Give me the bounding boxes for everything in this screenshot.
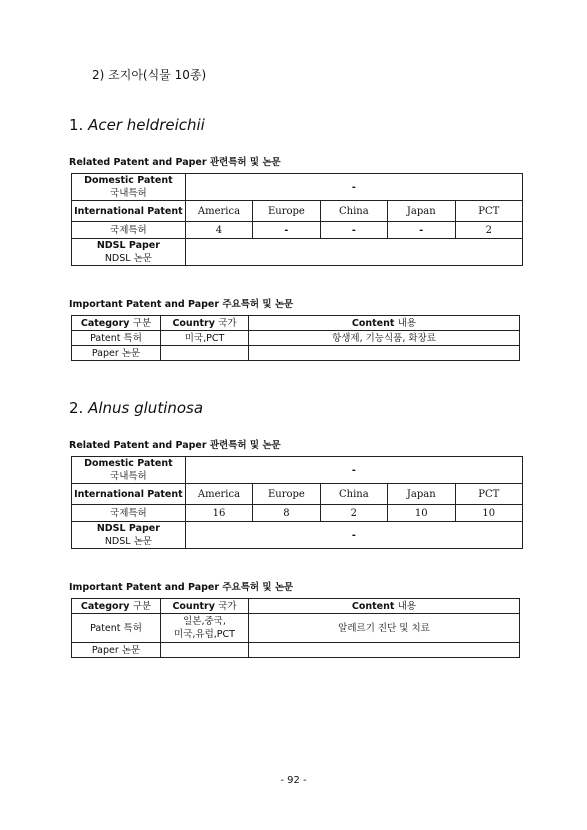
country-japan: Japan — [388, 484, 455, 505]
header-content: Content 내용 — [249, 316, 520, 331]
row-country — [161, 346, 249, 361]
international-label-kr: 국제특허 — [72, 222, 186, 239]
row-country-line-2: 미국,유럽,PCT — [174, 629, 235, 640]
row-category: Paper 논문 — [72, 643, 161, 658]
row-category: Patent 특허 — [72, 614, 161, 643]
species-number: 1. — [69, 116, 84, 134]
important-caption-2: Important Patent and Paper 주요특허 및 논문 — [69, 582, 294, 593]
row-country — [161, 643, 249, 658]
count-america: 16 — [185, 505, 252, 522]
domestic-label — [72, 174, 186, 201]
row-category: Paper 논문 — [72, 346, 161, 361]
country-pct: PCT — [455, 484, 523, 505]
header-category: Category 구분 — [72, 599, 161, 614]
count-america: 4 — [185, 222, 252, 239]
country-europe: Europe — [253, 201, 320, 222]
header-content: Content 내용 — [249, 599, 520, 614]
important-caption-1: Important Patent and Paper 주요특허 및 논문 — [69, 299, 294, 310]
domestic-label-kr: 국내특허 — [110, 471, 147, 482]
country-america: America — [185, 201, 252, 222]
ndsl-label — [72, 239, 186, 266]
subsection-title: 2) 조지아(식물 10종) — [92, 68, 207, 82]
domestic-value: - — [185, 457, 522, 484]
row-content — [249, 346, 520, 361]
domestic-label-en: Domestic Patent — [84, 458, 173, 469]
international-label-kr: 국제특허 — [72, 505, 186, 522]
row-content: 항생제, 기능식품, 화장료 — [249, 331, 520, 346]
row-country — [161, 614, 249, 643]
ndsl-label-en: NDSL Paper — [96, 240, 160, 251]
count-china: - — [320, 222, 387, 239]
ndsl-label-kr: NDSL 논문 — [104, 253, 152, 264]
related-table-1 — [71, 173, 523, 266]
related-caption-2: Related Patent and Paper 관련특허 및 논문 — [69, 440, 281, 451]
country-america: America — [185, 484, 252, 505]
header-country: Country 국가 — [161, 599, 249, 614]
domestic-label-en: Domestic Patent — [84, 175, 173, 186]
ndsl-label — [72, 522, 186, 549]
row-country-line-1: 일본,중국, — [183, 616, 226, 627]
ndsl-label-kr: NDSL 논문 — [104, 536, 152, 547]
count-europe: - — [253, 222, 320, 239]
related-caption-1: Related Patent and Paper 관련특허 및 논문 — [69, 157, 281, 168]
count-pct: 2 — [455, 222, 523, 239]
header-category: Category 구분 — [72, 316, 161, 331]
domestic-value: - — [185, 174, 522, 201]
international-label-en: International Patent — [72, 484, 186, 505]
count-china: 2 — [320, 505, 387, 522]
row-category: Patent 특허 — [72, 331, 161, 346]
species-heading-1 — [69, 116, 205, 134]
domestic-label-kr: 국내특허 — [110, 188, 147, 199]
count-japan: - — [388, 222, 455, 239]
ndsl-value: - — [185, 522, 522, 549]
header-country: Country 국가 — [161, 316, 249, 331]
country-china: China — [320, 201, 387, 222]
country-pct: PCT — [455, 201, 523, 222]
count-japan: 10 — [388, 505, 455, 522]
species-name: Alnus glutinosa — [88, 399, 204, 417]
species-heading-2 — [69, 399, 203, 417]
species-number: 2. — [69, 399, 84, 417]
international-label-en: International Patent — [72, 201, 186, 222]
row-country: 미국,PCT — [161, 331, 249, 346]
ndsl-label-en: NDSL Paper — [96, 523, 160, 534]
country-japan: Japan — [388, 201, 455, 222]
row-content — [249, 643, 520, 658]
count-europe: 8 — [253, 505, 320, 522]
page-number: - 92 - — [280, 775, 307, 786]
species-name: Acer heldreichii — [88, 116, 205, 134]
ndsl-value — [185, 239, 522, 266]
related-table-2 — [71, 456, 523, 549]
important-table-1 — [71, 315, 520, 361]
country-europe: Europe — [253, 484, 320, 505]
domestic-label — [72, 457, 186, 484]
count-pct: 10 — [455, 505, 523, 522]
row-content: 알레르기 진단 및 치료 — [249, 614, 520, 643]
important-table-2 — [71, 598, 520, 658]
country-china: China — [320, 484, 387, 505]
